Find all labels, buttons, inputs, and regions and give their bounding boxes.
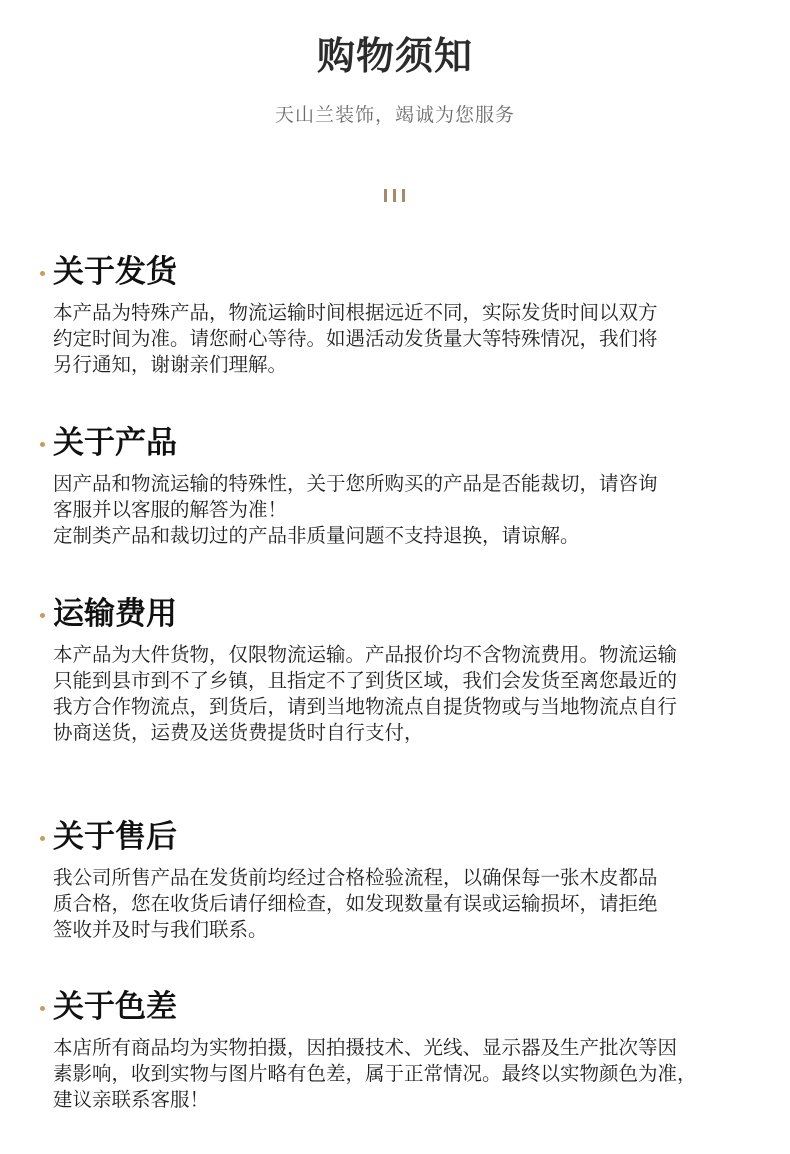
section-title: 运输费用 (53, 596, 177, 632)
section-line: 素影响，收到实物与图片略有色差，属于正常情况。最终以实物颜色为准， (53, 1062, 697, 1085)
section-title: 关于发货 (53, 254, 177, 290)
divider-bar (402, 189, 405, 202)
section-line: 另行通知，谢谢亲们理解。 (53, 353, 288, 376)
bullet-dot-icon (40, 442, 45, 447)
section-line: 协商送货，运费及送货费提货时自行支付， (53, 721, 424, 744)
divider-bar (393, 189, 396, 202)
bullet-dot-icon (40, 613, 45, 618)
section-product (0, 421, 790, 547)
section-line: 我方合作物流点，到货后，请到当地物流点自提货物或与当地物流点自行 (53, 695, 678, 718)
section-header (0, 592, 790, 636)
bullet-dot-icon (40, 271, 45, 276)
section-body (53, 865, 768, 943)
section-line: 只能到县市到不了乡镇，且指定不了到货区域，我们会发货至离您最近的 (53, 669, 678, 692)
section-title: 关于色差 (53, 989, 177, 1025)
section-line: 约定时间为准。请您耐心等待。如遇活动发货量大等特殊情况，我们将 (53, 327, 658, 350)
section-after-sales (0, 815, 790, 941)
section-freight (0, 592, 790, 744)
bullet-dot-icon (40, 1006, 45, 1011)
section-title: 关于产品 (53, 425, 177, 461)
section-header (0, 421, 790, 465)
section-body (53, 1035, 768, 1113)
divider-bar (384, 189, 387, 202)
section-line: 定制类产品和裁切过的产品非质量问题不支持退换，请谅解。 (53, 524, 580, 547)
section-line: 我公司所售产品在发货前均经过合格检验流程，以确保每一张木皮都品 (53, 866, 658, 889)
section-line: 签收并及时与我们联系。 (53, 918, 268, 941)
section-header (0, 985, 790, 1029)
section-line: 本产品为特殊产品，物流运输时间根据远近不同，实际发货时间以双方 (53, 301, 658, 324)
divider-mark (384, 189, 408, 203)
section-header (0, 815, 790, 859)
bullet-dot-icon (40, 836, 45, 841)
section-header (0, 250, 790, 294)
section-line: 建议亲联系客服！ (53, 1088, 210, 1111)
page-subtitle: 天山兰装饰，竭诚为您服务 (274, 104, 515, 126)
section-line: 本店所有商品均为实物拍摄，因拍摄技术、光线、显示器及生产批次等因 (53, 1036, 678, 1059)
section-body (53, 300, 768, 378)
section-body (53, 642, 768, 746)
page-title: 购物须知 (316, 34, 473, 78)
section-line: 因产品和物流运输的特殊性，关于您所购买的产品是否能裁切，请咨询 (53, 472, 658, 495)
section-title: 关于售后 (53, 819, 177, 855)
section-line: 客服并以客服的解答为准！ (53, 498, 288, 521)
section-line: 质合格，您在收货后请仔细检查，如发现数量有误或运输损坏，请拒绝 (53, 892, 658, 915)
section-color-difference (0, 985, 790, 1111)
section-line: 本产品为大件货物，仅限物流运输。产品报价均不含物流费用。物流运输 (53, 643, 678, 666)
section-body (53, 471, 768, 549)
section-shipping (0, 250, 790, 376)
